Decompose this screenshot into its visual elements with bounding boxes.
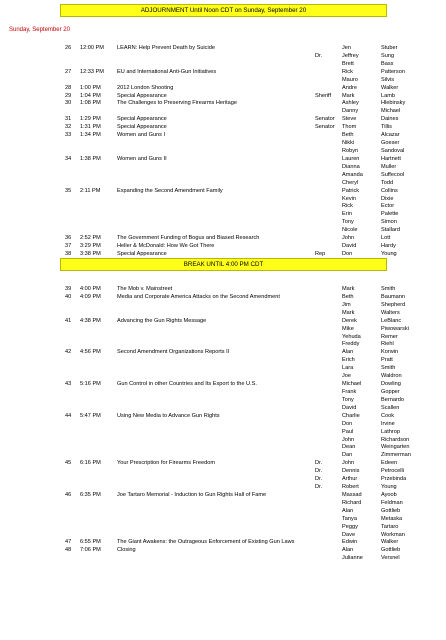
session-time: 3:38 PM — [80, 250, 101, 257]
session-title: The Mob v. Mainstreet — [117, 286, 173, 292]
speaker-last-name: Walker — [381, 539, 399, 546]
session-number: 33 — [65, 132, 72, 139]
table-row — [0, 412, 446, 420]
session-time: 2:11 PM — [80, 187, 101, 194]
speaker-last-name: Dowling — [381, 381, 401, 387]
session-time: 3:29 PM — [80, 243, 101, 249]
table-row — [0, 60, 446, 68]
session-time: 5:16 PM — [80, 381, 101, 387]
speaker-last-name: Alcazar — [381, 132, 400, 139]
table-row — [0, 179, 446, 187]
speaker-title: Dr. — [315, 476, 323, 483]
table-row — [0, 317, 446, 325]
session-time: 4:56 PM — [80, 349, 101, 356]
speaker-last-name: Michael — [381, 108, 401, 115]
table-row — [0, 92, 446, 100]
speaker-last-name: Remer — [381, 333, 398, 340]
speaker-last-name: Feldman — [381, 499, 403, 506]
speaker-first-name: Nicole — [342, 227, 358, 234]
session-number: 43 — [65, 381, 72, 387]
speaker-first-name: Peggy — [342, 523, 358, 530]
speaker-first-name: Frank — [342, 389, 357, 395]
table-row — [0, 467, 446, 475]
speaker-title: Dr. — [315, 484, 323, 490]
session-title: Special Appearance — [117, 116, 167, 123]
session-number: 42 — [65, 349, 72, 356]
speaker-last-name: Gottlieb — [381, 547, 401, 554]
session-time: 5:47 PM — [80, 412, 101, 419]
session-time: 4:00 PM — [80, 286, 101, 292]
session-number: 40 — [65, 293, 72, 300]
table-row — [0, 226, 446, 234]
speaker-last-name: Edeen — [381, 460, 398, 467]
speaker-first-name: Andre — [342, 84, 357, 91]
session-number: 28 — [65, 84, 72, 91]
session-title: Special Appearance — [117, 124, 167, 131]
speaker-first-name: Beth — [342, 132, 354, 139]
table-row — [0, 285, 446, 293]
speaker-first-name: Alan — [342, 507, 354, 514]
table-row — [0, 250, 446, 258]
speaker-last-name: Sung — [381, 52, 395, 59]
speaker-title: Rep — [315, 250, 326, 257]
session-time: 1:38 PM — [80, 155, 101, 162]
session-title: Gun Control in other Countries and Its Export to the U.S. — [117, 381, 257, 387]
speaker-first-name: Richard — [342, 499, 362, 506]
table-row — [0, 293, 446, 301]
speaker-first-name: Dan — [342, 452, 353, 459]
table-row — [0, 68, 446, 76]
speaker-first-name: Erin — [342, 211, 352, 218]
speaker-last-name: Muller — [381, 163, 397, 170]
adjournment-banner-text: ADJOURNMENT Until Noon CDT on Sunday, September 20 — [140, 7, 307, 14]
speaker-first-name: John — [342, 235, 355, 242]
session-title: Joe Tartaro Memorial - Induction to Gun Rights Hall of Fame — [117, 491, 267, 498]
session-title: Special Appearance — [117, 250, 167, 257]
speaker-last-name: Tillis — [381, 124, 392, 131]
speaker-last-name: Sandoval — [381, 148, 405, 154]
day-header: Sunday, September 20 — [9, 27, 70, 33]
speaker-first-name: Brett — [342, 60, 354, 67]
speaker-first-name: Beth — [342, 293, 354, 300]
session-title: EU and International Anti-Gun Initiatives — [117, 68, 217, 75]
speaker-first-name: Mark — [342, 92, 355, 99]
speaker-last-name: Korwin — [381, 349, 399, 356]
table-row — [0, 451, 446, 459]
session-time: 6:16 PM — [80, 460, 101, 467]
table-row — [0, 531, 446, 539]
speaker-last-name: Goeser — [381, 140, 400, 146]
speaker-first-name: Mark — [342, 309, 355, 316]
speaker-first-name: Julianne — [342, 555, 363, 562]
table-row — [0, 443, 446, 451]
speaker-last-name: LeBlanc — [381, 317, 402, 324]
session-title: The Giant Awakens: the Outrageous Enforcement of Existing Gun Laws — [117, 539, 295, 546]
session-title: Heller & McDonald: How We Got There — [117, 243, 215, 249]
speaker-first-name: Mike — [342, 325, 354, 332]
speaker-first-name: Dean — [342, 444, 356, 451]
table-row — [0, 139, 446, 147]
table-row — [0, 44, 446, 52]
speaker-first-name: Cheryl — [342, 179, 359, 186]
table-row — [0, 436, 446, 444]
speaker-first-name: Dianna — [342, 163, 360, 170]
speaker-last-name: Riehl — [381, 341, 394, 348]
speaker-last-name: Dixie — [381, 195, 394, 202]
table-row — [0, 372, 446, 380]
speaker-first-name: Arthur — [342, 476, 358, 483]
session-time: 6:35 PM — [80, 491, 101, 498]
speaker-last-name: Hlebinsky — [381, 100, 406, 107]
session-title: The Government Funding of Bogus and Biased Research — [117, 235, 260, 242]
speaker-last-name: Hartnett — [381, 155, 401, 162]
table-row — [0, 325, 446, 333]
speaker-last-name: Shepherd — [381, 301, 406, 308]
table-row — [0, 538, 446, 546]
speaker-last-name: Baumann — [381, 293, 405, 300]
session-title: Special Appearance — [117, 92, 167, 99]
session-title: Expanding the Second Amendment Family — [117, 187, 223, 194]
speaker-title: Dr. — [315, 468, 323, 475]
session-title: Women and Guns I — [117, 132, 166, 139]
speaker-first-name: Robyn — [342, 148, 359, 154]
speaker-last-name: Stuber — [381, 45, 398, 51]
speaker-last-name: Lathrop — [381, 428, 400, 435]
speaker-first-name: Yehuda — [342, 333, 361, 340]
table-row — [0, 499, 446, 507]
session-number: 44 — [65, 412, 72, 419]
speaker-last-name: Stallard — [381, 227, 400, 234]
speaker-last-name: Hardy — [381, 243, 396, 249]
table-row — [0, 123, 446, 131]
speaker-first-name: John — [342, 436, 355, 443]
table-row — [0, 218, 446, 226]
speaker-last-name: Gopper — [381, 389, 400, 395]
table-row — [0, 507, 446, 515]
table-row — [0, 76, 446, 84]
session-number: 29 — [65, 92, 72, 99]
speaker-first-name: Mauro — [342, 76, 358, 83]
speaker-first-name: David — [342, 404, 357, 411]
table-row — [0, 147, 446, 155]
session-time: 12:00 PM — [80, 45, 104, 51]
speaker-last-name: Smith — [381, 286, 396, 292]
session-title: Advancing the Gun Rights Message — [117, 317, 207, 324]
speaker-first-name: Alan — [342, 547, 354, 554]
speaker-title: Senator — [315, 116, 335, 123]
speaker-last-name: Ayoob — [381, 491, 397, 498]
speaker-last-name: Irvine — [381, 420, 395, 427]
table-row — [0, 242, 446, 250]
speaker-last-name: Simon — [381, 219, 397, 226]
speaker-first-name: Alan — [342, 349, 354, 356]
speaker-last-name: Workman — [381, 531, 405, 538]
table-row — [0, 364, 446, 372]
session-time: 4:38 PM — [80, 317, 101, 324]
session-number: 39 — [65, 286, 72, 292]
session-time: 1:31 PM — [80, 124, 101, 131]
table-row — [0, 309, 446, 317]
speaker-last-name: Tartaro — [381, 523, 399, 530]
session-title: Closing — [117, 547, 136, 554]
speaker-first-name: Jim — [342, 301, 351, 308]
speaker-first-name: Paul — [342, 428, 354, 435]
session-number: 26 — [65, 45, 72, 51]
adjournment-banner — [60, 4, 387, 17]
session-title: Media and Corporate America Attacks on the Second Amendment — [117, 293, 280, 300]
break-banner — [60, 258, 387, 271]
table-row — [0, 84, 446, 92]
table-row — [0, 195, 446, 203]
session-time: 1:04 PM — [80, 92, 101, 99]
speaker-last-name: Pratt — [381, 357, 393, 364]
session-time: 12:33 PM — [80, 68, 104, 75]
speaker-first-name: Lara — [342, 365, 354, 372]
session-title: The Challenges to Preserving Firearms Heritage — [117, 100, 238, 107]
speaker-last-name: Versnel — [381, 555, 400, 562]
session-number: 38 — [65, 250, 72, 257]
speaker-last-name: Daines — [381, 116, 399, 123]
speaker-first-name: Tony — [342, 219, 354, 226]
table-row — [0, 404, 446, 412]
speaker-last-name: Smith — [381, 365, 396, 372]
session-number: 31 — [65, 116, 72, 123]
speaker-first-name: Derek — [342, 317, 357, 324]
session-time: 1:08 PM — [80, 100, 101, 107]
session-number: 32 — [65, 124, 72, 131]
speaker-first-name: Dennis — [342, 468, 360, 475]
table-row — [0, 155, 446, 163]
table-row — [0, 115, 446, 123]
speaker-last-name: Cook — [381, 412, 395, 419]
speaker-last-name: Ector — [381, 203, 395, 210]
speaker-last-name: Young — [381, 250, 397, 257]
table-row — [0, 554, 446, 562]
session-time: 7:06 PM — [80, 547, 101, 554]
speaker-title: Sheriff — [315, 92, 332, 99]
session-title: Second Amendment Organizations Reports II — [117, 349, 230, 356]
speaker-last-name: Waldron — [381, 373, 402, 380]
speaker-first-name: Lauren — [342, 155, 360, 162]
speaker-first-name: Thom — [342, 124, 357, 131]
speaker-first-name: Rick — [342, 68, 353, 75]
speaker-last-name: Collins — [381, 187, 398, 194]
session-number: 35 — [65, 187, 72, 194]
table-row — [0, 475, 446, 483]
speaker-first-name: Robert — [342, 484, 359, 490]
speaker-first-name: Jeffrey — [342, 52, 359, 59]
speaker-last-name: Young — [381, 484, 397, 490]
table-row — [0, 234, 446, 242]
speaker-first-name: John — [342, 460, 355, 467]
session-title: 2012 London Shooting — [117, 84, 174, 91]
speaker-first-name: Tanya — [342, 515, 357, 522]
speaker-first-name: Joe — [342, 373, 352, 380]
speaker-first-name: Don — [342, 250, 353, 257]
session-number: 30 — [65, 100, 72, 107]
speaker-last-name: Zimmerman — [381, 452, 411, 459]
speaker-first-name: Kevin — [342, 195, 356, 202]
table-row — [0, 523, 446, 531]
table-row — [0, 396, 446, 404]
session-title: Using New Media to Advance Gun Rights — [117, 412, 220, 419]
table-row — [0, 348, 446, 356]
table-row — [0, 491, 446, 499]
session-time: 2:52 PM — [80, 235, 101, 242]
table-row — [0, 99, 446, 107]
speaker-first-name: Erich — [342, 357, 355, 364]
speaker-first-name: Charlie — [342, 412, 360, 419]
speaker-first-name: Rick — [342, 203, 353, 210]
speaker-last-name: Piwowarski — [381, 325, 409, 332]
table-row — [0, 187, 446, 195]
session-number: 47 — [65, 539, 72, 546]
speaker-last-name: Todd — [381, 179, 394, 186]
speaker-first-name: Danny — [342, 108, 359, 115]
speaker-first-name: Freddy — [342, 341, 360, 348]
table-row — [0, 333, 446, 341]
speaker-last-name: Bass — [381, 60, 394, 67]
session-number: 37 — [65, 243, 72, 249]
table-row — [0, 483, 446, 491]
table-row — [0, 459, 446, 467]
speaker-first-name: David — [342, 243, 357, 249]
table-row — [0, 202, 446, 210]
speaker-first-name: Jen — [342, 45, 352, 51]
speaker-last-name: Palette — [381, 211, 399, 218]
session-title: Women and Guns II — [117, 155, 167, 162]
speaker-last-name: Scallen — [381, 404, 400, 411]
table-row — [0, 301, 446, 309]
speaker-last-name: Silvis — [381, 76, 395, 83]
speaker-first-name: Ashley — [342, 100, 359, 107]
speaker-last-name: Walters — [381, 309, 400, 316]
speaker-last-name: Lott — [381, 235, 391, 242]
speaker-first-name: Michael — [342, 381, 362, 387]
speaker-last-name: Richardson — [381, 436, 410, 443]
table-row — [0, 420, 446, 428]
session-time: 1:00 PM — [80, 84, 101, 91]
speaker-last-name: Bernardo — [381, 396, 405, 403]
session-time: 1:34 PM — [80, 132, 101, 139]
speaker-first-name: Mark — [342, 286, 355, 292]
table-row — [0, 52, 446, 60]
session-number: 34 — [65, 155, 72, 162]
table-row — [0, 210, 446, 218]
session-time: 1:29 PM — [80, 116, 101, 123]
speaker-last-name: Metaska — [381, 515, 403, 522]
speaker-last-name: Petrocelli — [381, 468, 405, 475]
speaker-first-name: Massad — [342, 491, 362, 498]
speaker-last-name: Weingarten — [381, 444, 410, 451]
session-number: 27 — [65, 68, 72, 75]
table-row — [0, 380, 446, 388]
session-number: 41 — [65, 317, 72, 324]
session-number: 36 — [65, 235, 72, 242]
table-row — [0, 163, 446, 171]
speaker-first-name: Patrick — [342, 187, 360, 194]
session-title: LEARN: Help Prevent Death by Suicide — [117, 45, 215, 51]
speaker-title: Dr. — [315, 52, 323, 59]
session-number: 48 — [65, 547, 72, 554]
session-time: 6:55 PM — [80, 539, 101, 546]
session-number: 46 — [65, 491, 72, 498]
session-time: 4:09 PM — [80, 293, 101, 300]
table-row — [0, 107, 446, 115]
speaker-first-name: Steve — [342, 116, 357, 123]
table-row — [0, 428, 446, 436]
speaker-last-name: Lamb — [381, 92, 395, 99]
table-row — [0, 356, 446, 364]
table-row — [0, 515, 446, 523]
session-title: Your Prescription for Firearms Freedom — [117, 460, 216, 467]
speaker-first-name: Edwin — [342, 539, 358, 546]
table-row — [0, 171, 446, 179]
speaker-title: Dr. — [315, 460, 323, 467]
speaker-last-name: Walker — [381, 84, 399, 91]
table-row — [0, 340, 446, 348]
speaker-title: Senator — [315, 124, 335, 131]
speaker-last-name: Gottlieb — [381, 507, 401, 514]
speaker-first-name: Don — [342, 420, 353, 427]
speaker-last-name: Przebinda — [381, 476, 407, 483]
speaker-first-name: Amanda — [342, 171, 363, 178]
speaker-first-name: Tony — [342, 396, 354, 403]
speaker-first-name: Dave — [342, 531, 356, 538]
speaker-last-name: Suffecool — [381, 171, 405, 178]
table-row — [0, 131, 446, 139]
table-row — [0, 546, 446, 554]
break-banner-text: BREAK UNTIL 4:00 PM CDT — [183, 261, 264, 268]
table-row — [0, 388, 446, 396]
speaker-last-name: Patterson — [381, 68, 405, 75]
speaker-first-name: Nikki — [342, 140, 355, 146]
session-number: 45 — [65, 460, 72, 467]
